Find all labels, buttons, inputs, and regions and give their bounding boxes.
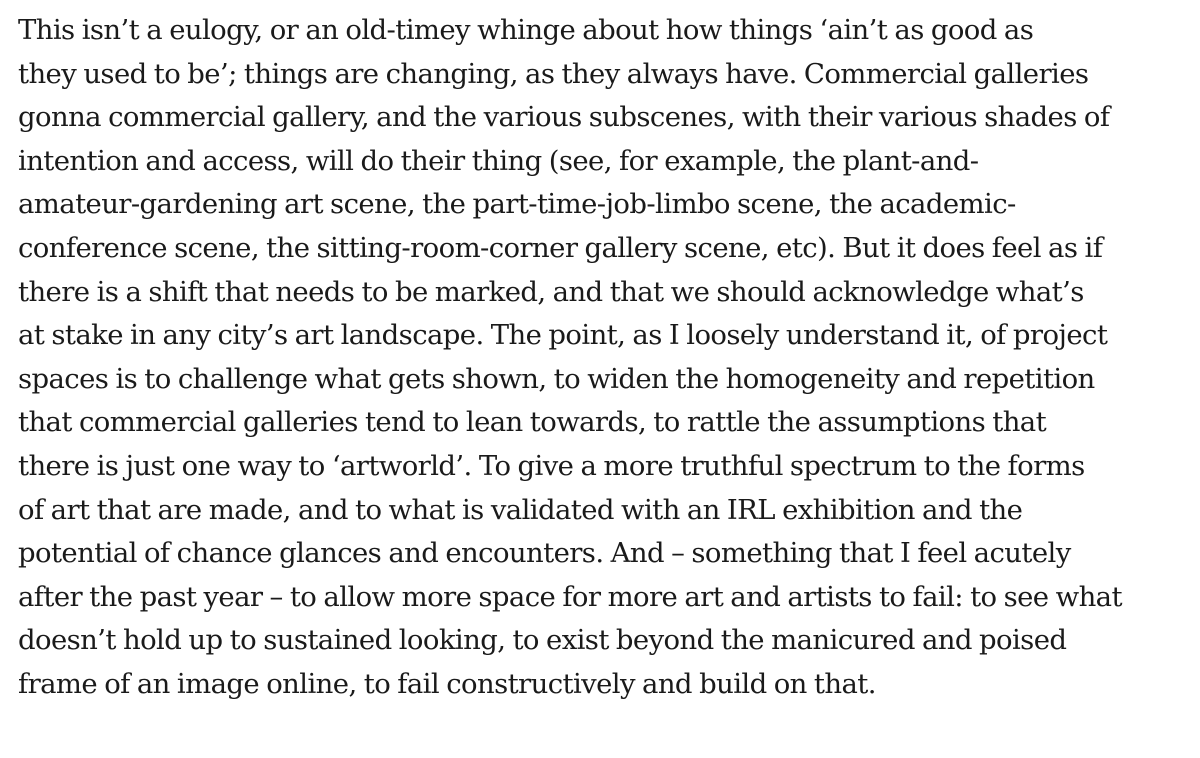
paragraph-line: there is just one way to ‘artworld’. To give a more truthful spectrum to the forms [18, 449, 1085, 482]
paragraph-line: intention and access, will do their thing (see, for example, the plant-and- [18, 144, 979, 177]
paragraph-line: there is a shift that needs to be marked, and that we should acknowledge what’s [18, 275, 1084, 308]
paragraph-line: frame of an image online, to fail constructively and build on that. [18, 667, 876, 700]
paragraph-line: amateur-gardening art scene, the part-time-job-limbo scene, the academic- [18, 188, 1016, 221]
paragraph-line: conference scene, the sitting-room-corner gallery scene, etc). But it does feel as if [18, 231, 1103, 264]
paragraph-line: This isn’t a eulogy, or an old-timey whinge about how things ‘ain’t as good as [18, 14, 1034, 46]
paragraph-line: at stake in any city’s art landscape. The point, as I loosely understand it, of project [18, 319, 1108, 352]
paragraph-line: spaces is to challenge what gets shown, to widen the homogeneity and repetition [18, 362, 1095, 395]
article-paragraph [18, 9, 1188, 707]
paragraph-line: of art that are made, and to what is validated with an IRL exhibition and the [18, 493, 1023, 526]
paragraph-line: potential of chance glances and encounters. And – something that I feel acutely [18, 537, 1071, 570]
paragraph-line: they used to be’; things are changing, as they always have. Commercial galleries [18, 57, 1089, 90]
paragraph-line: gonna commercial gallery, and the various subscenes, with their various shades of [18, 101, 1110, 134]
paragraph-line: that commercial galleries tend to lean towards, to rattle the assumptions that [18, 406, 1047, 439]
paragraph-line: doesn’t hold up to sustained looking, to exist beyond the manicured and poised [18, 624, 1067, 657]
paragraph-line: after the past year – to allow more space for more art and artists to fail: to see what [18, 580, 1122, 613]
